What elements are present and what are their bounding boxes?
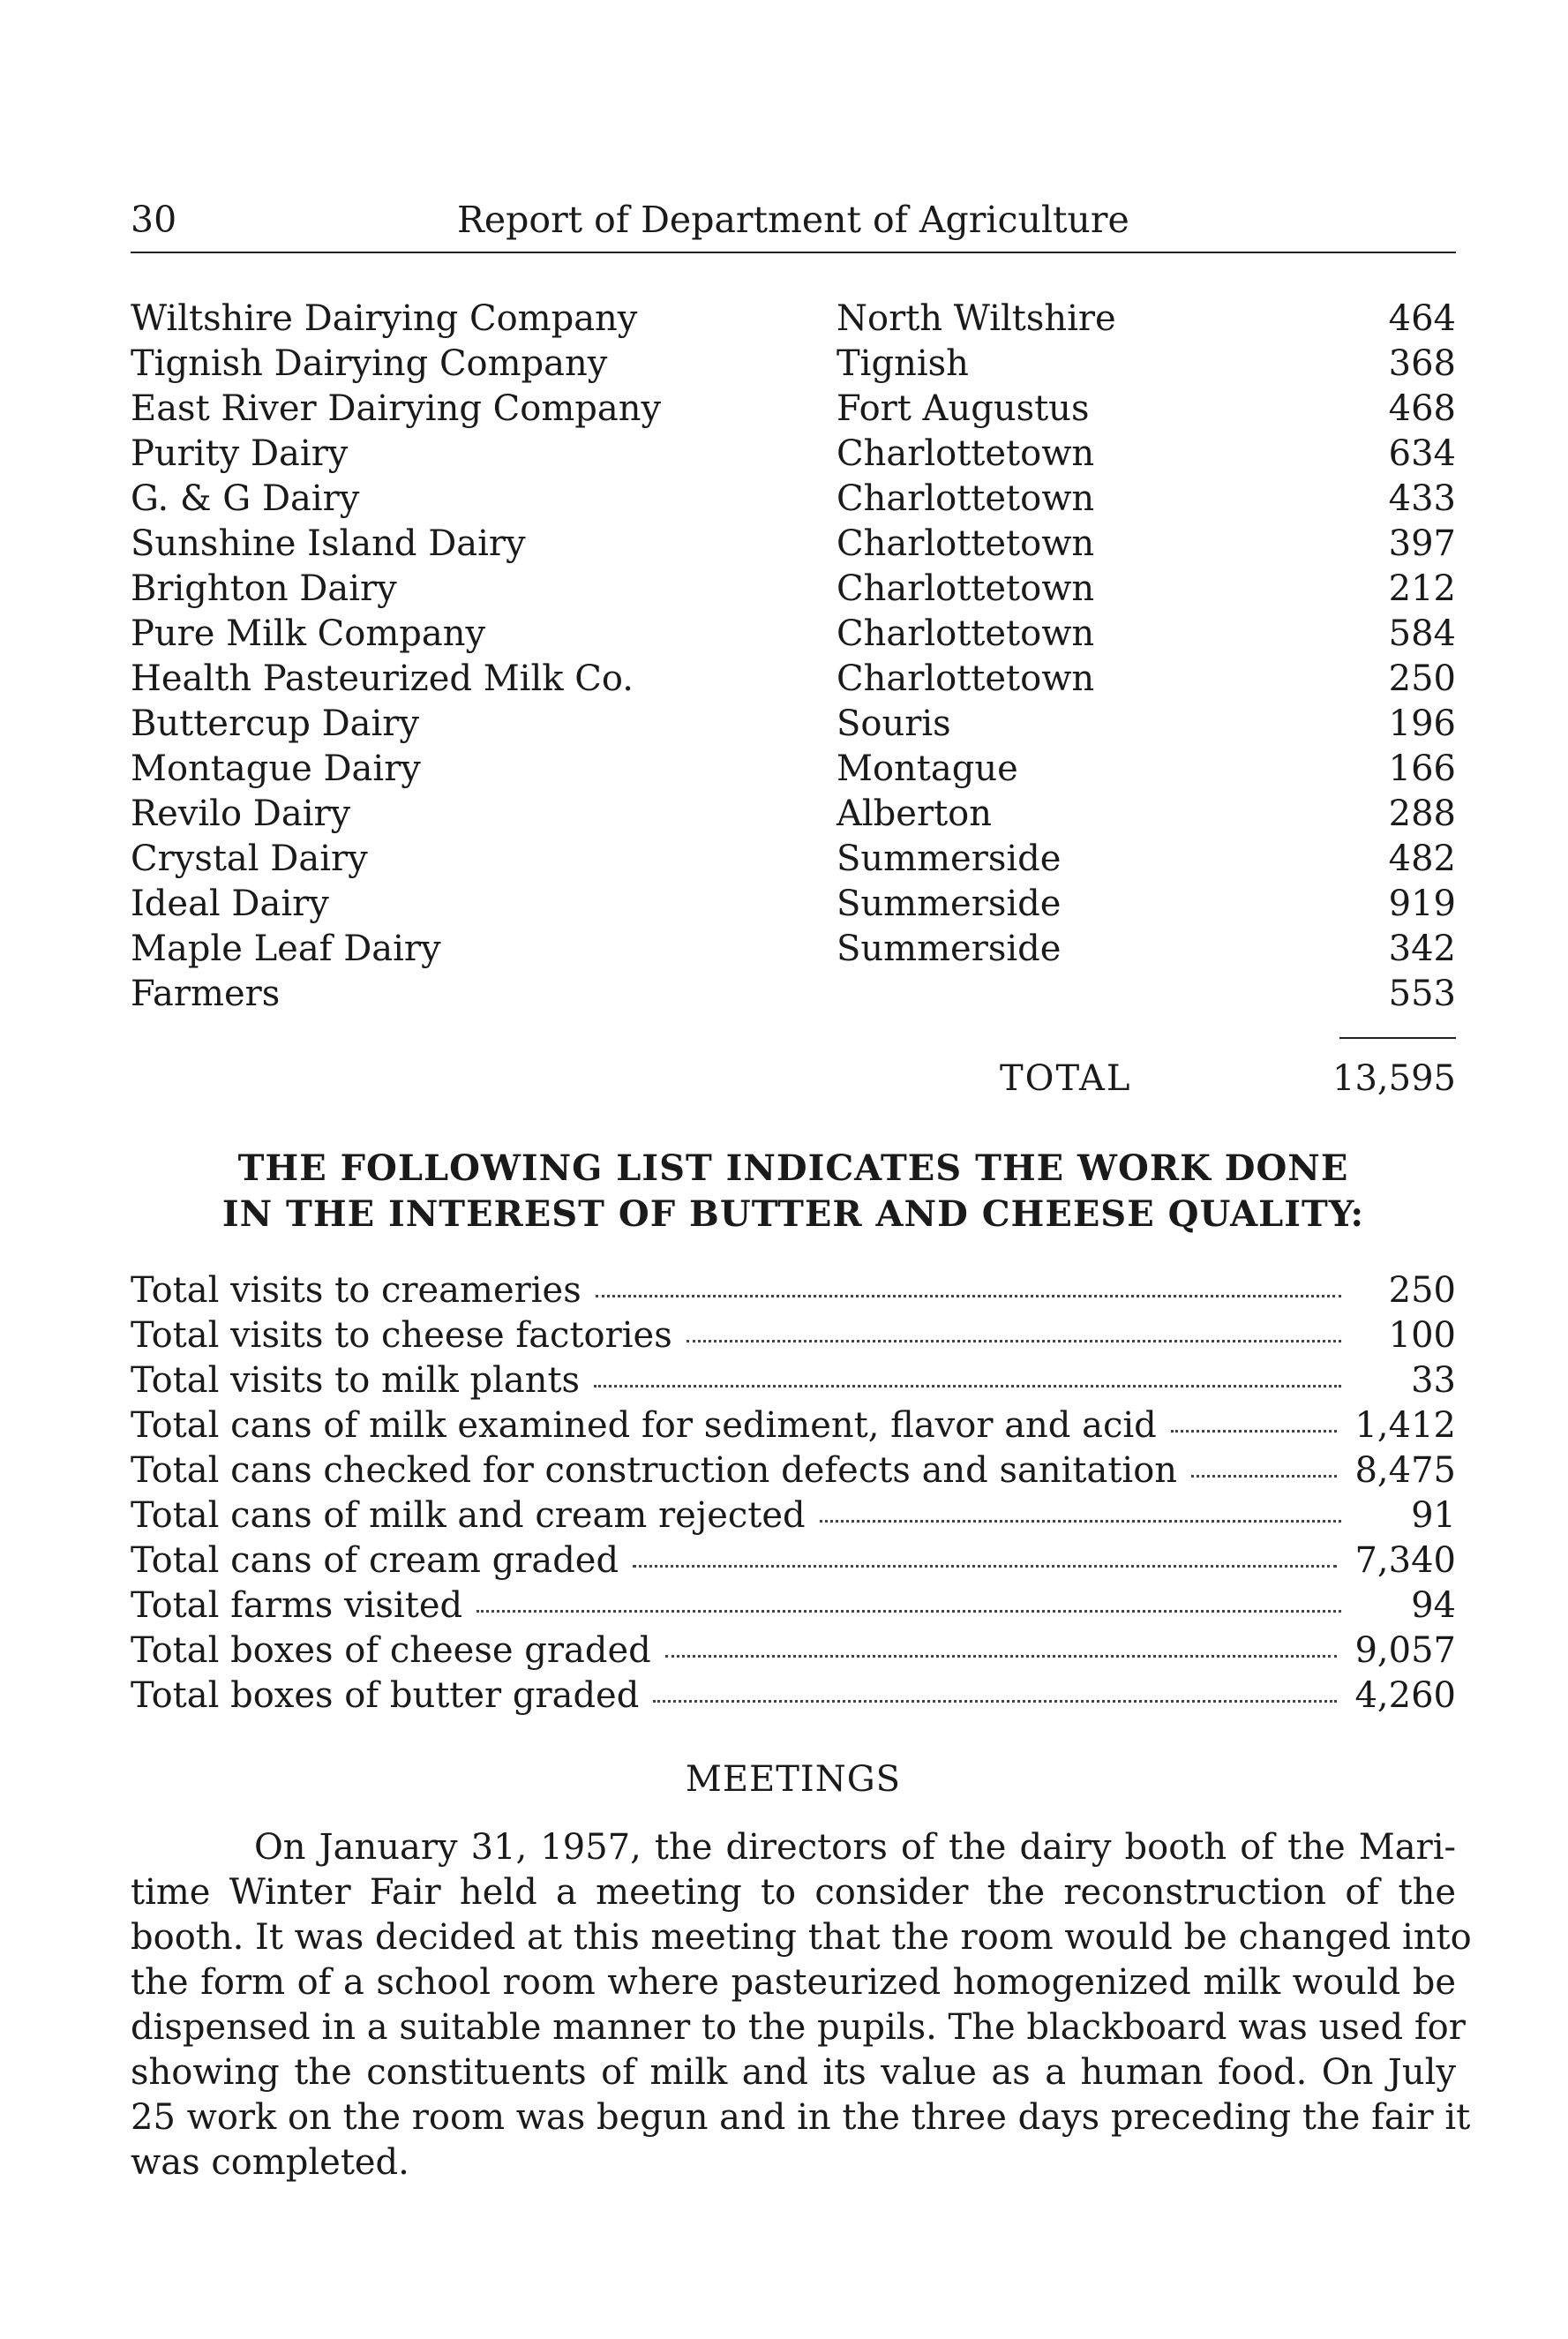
dairy-location: Montague <box>837 748 1018 789</box>
table-row <box>131 477 1456 522</box>
dot-leader <box>653 1673 1337 1703</box>
dairy-location: Charlottetown <box>837 523 1095 564</box>
page-header <box>131 199 1456 253</box>
dairy-location: Fort Augustus <box>837 388 1090 429</box>
work-item-label: Total cans checked for construction defects and sanitation <box>131 1450 1178 1491</box>
dairy-location: Charlottetown <box>837 613 1095 654</box>
dairy-value: 482 <box>1388 839 1456 879</box>
table-row <box>131 882 1456 927</box>
dairy-value: 468 <box>1388 388 1456 429</box>
paragraph-line: the form of a school room where pasteurized homogenized milk would be <box>131 1962 1456 2003</box>
section-heading-line-1: THE FOLLOWING LIST INDICATES THE WORK DONE <box>237 1147 1349 1189</box>
dairy-location: Summerside <box>837 839 1062 879</box>
dairy-location: Charlottetown <box>837 433 1095 474</box>
dairy-value: 397 <box>1388 523 1456 564</box>
dairy-value: 368 <box>1388 343 1456 384</box>
work-item-value: 8,475 <box>1354 1450 1456 1491</box>
paragraph-line: was completed. <box>131 2142 409 2183</box>
dairy-name: Maple Leaf Dairy <box>131 929 441 969</box>
dairy-value: 166 <box>1388 748 1456 789</box>
meetings-heading: MEETINGS <box>685 1759 902 1800</box>
paragraph-line: On January 31, 1957, the directors of the dairy booth of the Mari- <box>254 1827 1456 1868</box>
dairy-name: Brighton Dairy <box>131 568 397 609</box>
dairy-location: Charlottetown <box>837 478 1095 519</box>
work-item-value: 94 <box>1411 1585 1456 1626</box>
table-row <box>131 432 1456 477</box>
dairy-name: Tignish Dairying Company <box>131 343 608 384</box>
dairy-name: Crystal Dairy <box>131 839 368 879</box>
work-item-label: Total visits to cheese factories <box>131 1315 672 1356</box>
total-label: TOTAL <box>1000 1058 1132 1099</box>
table-row <box>131 972 1456 1017</box>
table-row <box>131 747 1456 792</box>
dot-leader <box>665 1628 1338 1658</box>
work-item-value: 7,340 <box>1354 1540 1456 1581</box>
work-item-label: Total cans of cream graded <box>131 1540 619 1581</box>
work-item-label: Total farms visited <box>131 1585 463 1626</box>
running-title: Report of Department of Agriculture <box>457 199 1129 241</box>
dairy-name: Revilo Dairy <box>131 793 351 834</box>
dairy-value: 584 <box>1388 613 1456 654</box>
table-row <box>131 657 1456 702</box>
paragraph-line: 25 work on the room was begun and in the three days preceding the fair it <box>131 2097 1471 2138</box>
list-item <box>131 1268 1456 1313</box>
dairy-name: Sunshine Island Dairy <box>131 523 526 564</box>
total-row <box>131 1056 1456 1102</box>
table-row <box>131 792 1456 837</box>
list-item <box>131 1358 1456 1403</box>
dairy-name: Montague Dairy <box>131 748 421 789</box>
work-item-label: Total cans of milk and cream rejected <box>131 1495 806 1536</box>
dot-leader <box>476 1583 1341 1613</box>
section-heading <box>131 1146 1456 1237</box>
list-item <box>131 1313 1456 1358</box>
table-row <box>131 342 1456 387</box>
dot-leader <box>633 1538 1337 1568</box>
dairy-value: 464 <box>1388 298 1456 339</box>
dairy-location: Charlottetown <box>837 568 1095 609</box>
dot-leader <box>596 1268 1341 1297</box>
table-row <box>131 837 1456 882</box>
work-item-value: 100 <box>1388 1315 1456 1356</box>
dairy-location: Charlottetown <box>837 658 1095 699</box>
work-list <box>131 1268 1456 1719</box>
work-item-value: 250 <box>1388 1270 1456 1311</box>
paragraph-line: time Winter Fair held a meeting to consider the reconstruction of the <box>131 1872 1456 1913</box>
dairy-value: 342 <box>1388 929 1456 969</box>
dot-leader <box>1171 1403 1338 1433</box>
total-value: 13,595 <box>1332 1058 1456 1099</box>
list-item <box>131 1403 1456 1448</box>
list-item <box>131 1538 1456 1583</box>
page-number: 30 <box>131 199 177 241</box>
dairy-name: Farmers <box>131 974 281 1014</box>
work-item-value: 1,412 <box>1354 1405 1456 1446</box>
section-heading-line-2: IN THE INTEREST OF BUTTER AND CHEESE QUALITY: <box>221 1193 1365 1235</box>
dairy-location: Alberton <box>837 793 992 834</box>
paragraph-line: dispensed in a suitable manner to the pupils. The blackboard was used for <box>131 2007 1466 2048</box>
dairy-value: 433 <box>1388 478 1456 519</box>
dairy-name: Purity Dairy <box>131 433 349 474</box>
table-row <box>131 612 1456 657</box>
work-item-label: Total boxes of butter graded <box>131 1675 640 1716</box>
dairy-name: Wiltshire Dairying Company <box>131 298 638 339</box>
dairy-location: North Wiltshire <box>837 298 1116 339</box>
dairy-value: 634 <box>1388 433 1456 474</box>
list-item <box>131 1493 1456 1538</box>
dairy-name: Pure Milk Company <box>131 613 486 654</box>
work-item-label: Total visits to milk plants <box>131 1360 581 1401</box>
dairy-value: 288 <box>1388 793 1456 834</box>
table-row <box>131 297 1456 342</box>
paragraph-line: showing the constituents of milk and its value as a human food. On July <box>131 2052 1456 2093</box>
work-item-label: Total cans of milk examined for sediment, flavor and acid <box>131 1405 1157 1446</box>
meetings-paragraph <box>131 1825 1472 2185</box>
table-row <box>131 567 1456 612</box>
table-row <box>131 522 1456 567</box>
work-item-label: Total visits to creameries <box>131 1270 581 1311</box>
table-row <box>131 927 1456 972</box>
dairy-location: Summerside <box>837 929 1062 969</box>
list-item <box>131 1583 1456 1628</box>
dairy-value: 250 <box>1388 658 1456 699</box>
dairy-location: Tignish <box>837 343 969 384</box>
dairy-location: Summerside <box>837 884 1062 924</box>
work-item-value: 33 <box>1411 1360 1456 1401</box>
dairy-name: Health Pasteurized Milk Co. <box>131 658 634 699</box>
table-row <box>131 702 1456 747</box>
dairy-value: 553 <box>1388 974 1456 1014</box>
list-item <box>131 1673 1456 1719</box>
dot-leader <box>820 1493 1341 1523</box>
total-rule <box>1339 1037 1456 1039</box>
dairy-name: East River Dairying Company <box>131 388 662 429</box>
dairy-location: Souris <box>837 703 951 744</box>
dairy-name: Buttercup Dairy <box>131 703 420 744</box>
dot-leader <box>594 1358 1341 1388</box>
table-row <box>131 387 1456 432</box>
work-item-value: 4,260 <box>1354 1675 1456 1716</box>
dairy-table <box>131 297 1456 1017</box>
work-item-label: Total boxes of cheese graded <box>131 1630 651 1671</box>
dairy-name: Ideal Dairy <box>131 884 329 924</box>
work-item-value: 91 <box>1411 1495 1456 1536</box>
dairy-value: 212 <box>1388 568 1456 609</box>
dairy-name: G. & G Dairy <box>131 478 360 519</box>
dairy-value: 919 <box>1388 884 1456 924</box>
list-item <box>131 1628 1456 1673</box>
dot-leader <box>1191 1448 1337 1478</box>
dot-leader <box>686 1313 1341 1342</box>
dairy-value: 196 <box>1388 703 1456 744</box>
work-item-value: 9,057 <box>1354 1630 1456 1671</box>
list-item <box>131 1448 1456 1493</box>
paragraph-line: booth. It was decided at this meeting that the room would be changed into <box>131 1917 1472 1958</box>
